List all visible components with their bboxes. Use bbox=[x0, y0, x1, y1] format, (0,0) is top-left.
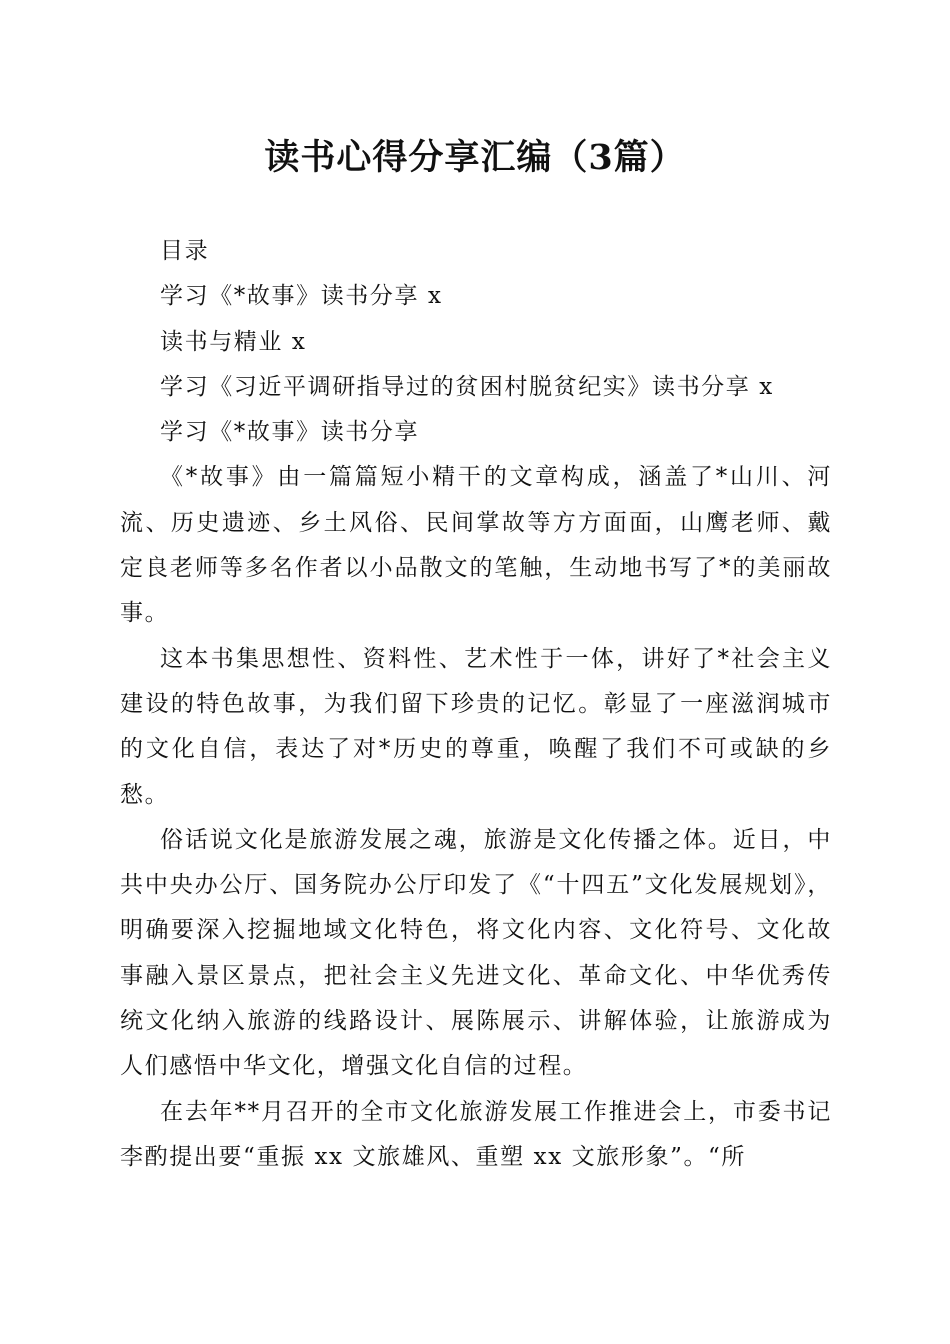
document-title: 读书心得分享汇编（3篇） bbox=[264, 137, 686, 178]
body-paragraph: 这本书集思想性、资料性、艺术性于一体，讲好了*社会主义建设的特色故事，为我们留下珍贵的记忆。彰显了一座滋润城市的文化自信，表达了对*历史的尊重，唤醒了我们不可或缺的乡愁。 bbox=[120, 645, 832, 808]
body-paragraph: 在去年**月召开的全市文化旅游发展工作推进会上，市委书记李酌提出要“重振 xx 文旅雄风、重塑 xx 文旅形象”。“所 bbox=[120, 1098, 832, 1170]
toc-heading: 目录 bbox=[160, 238, 210, 264]
toc-item: 学习《*故事》读书分享 x bbox=[160, 283, 443, 310]
body-paragraph: 俗话说文化是旅游发展之魂，旅游是文化传播之体。近日，中共中央办公厅、国务院办公厅印发了《“十四五”文化发展规划》，明确要深入挖掘地域文化特色，将文化内容、文化符号、文化故事融入景区景点，把社会主义先进文化、革命文化、中华优秀传统文化纳入旅游的线路设计、展陈展示、讲解体验，让旅游成为人们感悟中华文化，增强文化自信的过程。 bbox=[120, 826, 832, 1080]
document-body bbox=[120, 229, 832, 1180]
toc-item: 学习《习近平调研指导过的贫困村脱贫纪实》读书分享 x bbox=[160, 373, 774, 400]
section-title: 学习《*故事》读书分享 bbox=[160, 419, 420, 446]
toc-item: 读书与精业 x bbox=[160, 328, 307, 355]
body-paragraph: 《*故事》由一篇篇短小精干的文章构成，涵盖了*山川、河流、历史遗迹、乡土风俗、民间掌故等方方面面，山鹰老师、戴定良老师等多名作者以小品散文的笔触，生动地书写了*的美丽故事。 bbox=[120, 464, 832, 627]
